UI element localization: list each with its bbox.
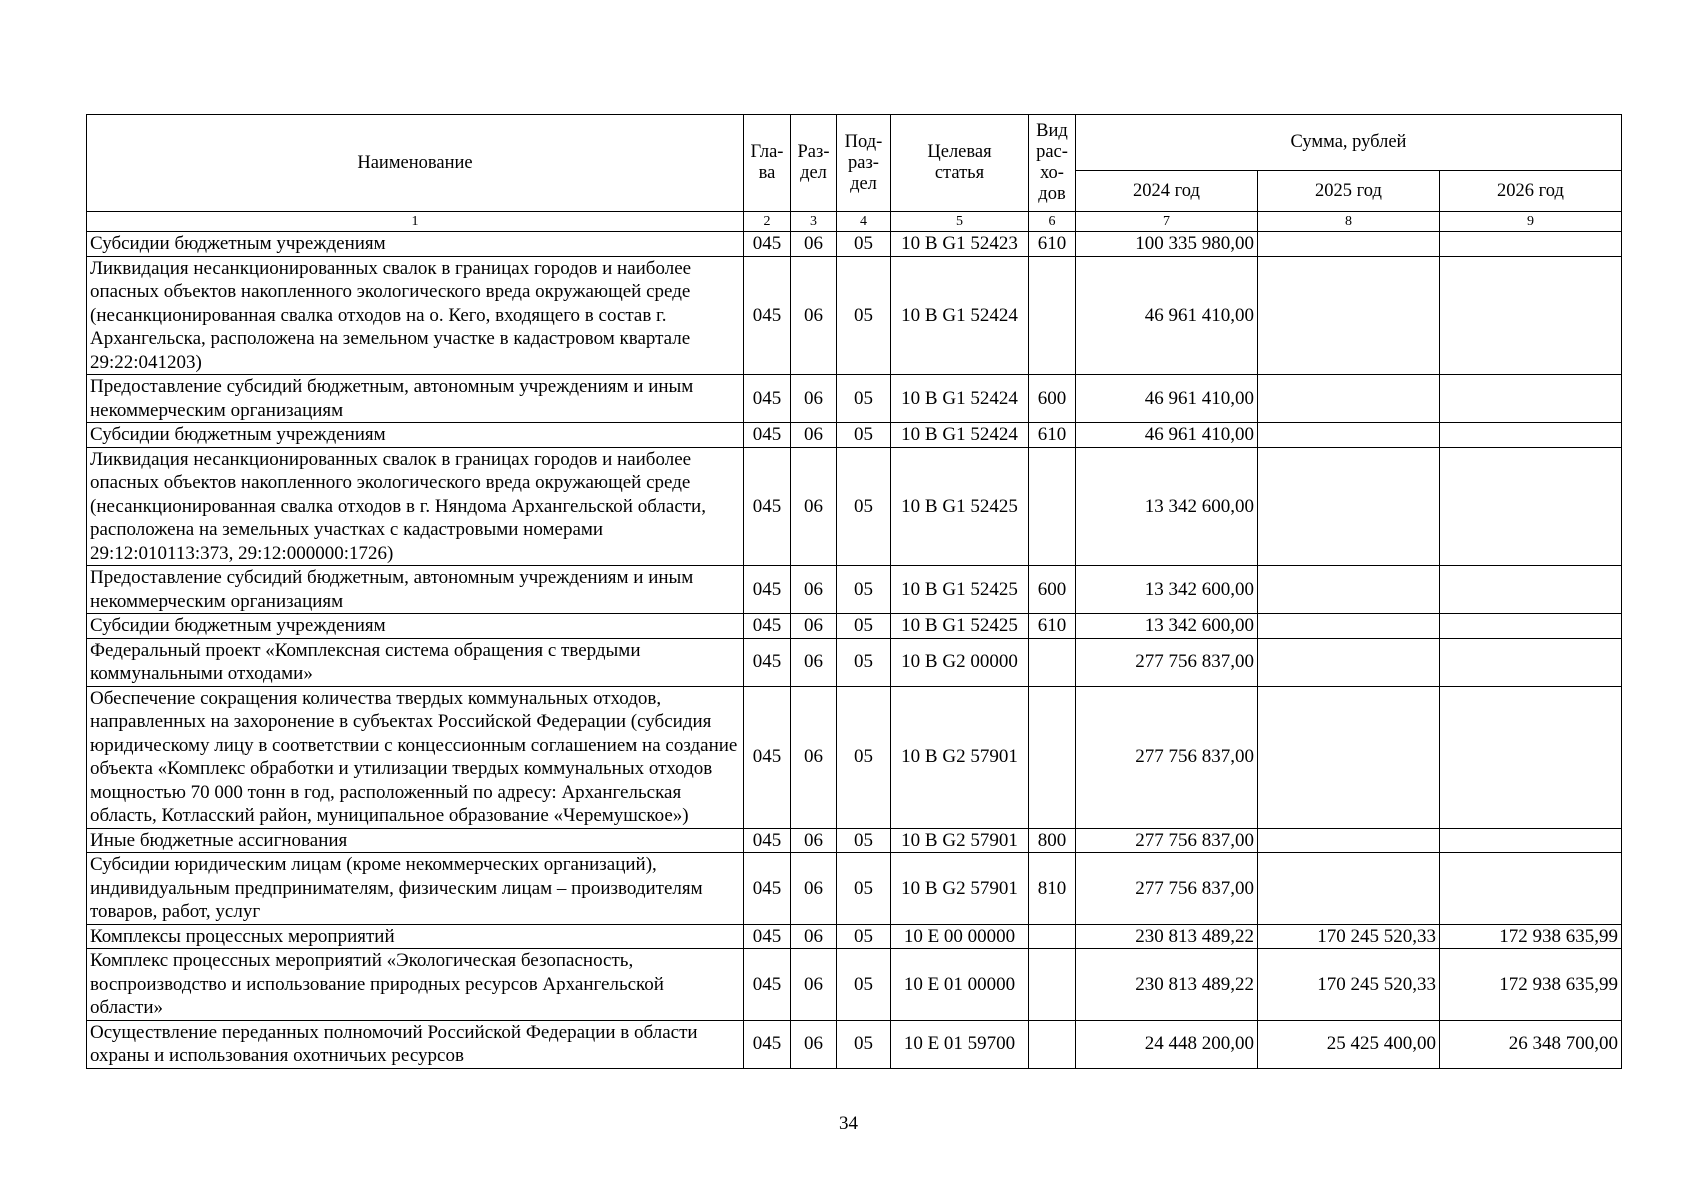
cell-name: Осуществление переданных полномочий Российской Федерации в области охраны и использования охотничьих ресурсов: [87, 1020, 744, 1068]
cell-podrazdel: 05: [837, 423, 891, 448]
cell-name: Ликвидация несанкционированных свалок в границах городов и наиболее опасных объектов накопленного экологического вреда окружающей среде (несанкционированная свалка отходов на о. Кего, входящего в состав г. Архангельска, расположена на земельном участке в кадастровом квартале 29:22:041203): [87, 256, 744, 375]
cell-podrazdel: 05: [837, 828, 891, 853]
cell-podrazdel: 05: [837, 949, 891, 1021]
header-summa: Сумма, рублей: [1076, 115, 1622, 171]
cell-razdel: 06: [791, 232, 837, 257]
cell-razdel: 06: [791, 423, 837, 448]
cell-vid-raskhodov: 610: [1029, 232, 1076, 257]
cell-sum-2024: 277 756 837,00: [1076, 828, 1258, 853]
header-podrazdel: Под- раз- дел: [837, 115, 891, 212]
cell-name: Иные бюджетные ассигнования: [87, 828, 744, 853]
cell-sum-2025: [1258, 686, 1440, 828]
cell-razdel: 06: [791, 256, 837, 375]
cell-celevaya-statya: 10 В G1 52424: [891, 375, 1029, 423]
table-row: [87, 949, 1622, 1021]
cell-razdel: 06: [791, 1020, 837, 1068]
table-row: [87, 447, 1622, 566]
cell-name: Комплексы процессных мероприятий: [87, 924, 744, 949]
cell-vid-raskhodov: 800: [1029, 828, 1076, 853]
cell-podrazdel: 05: [837, 232, 891, 257]
cell-podrazdel: 05: [837, 853, 891, 925]
table-row: [87, 686, 1622, 828]
cell-glava: 045: [744, 1020, 791, 1068]
cell-sum-2024: 100 335 980,00: [1076, 232, 1258, 257]
cell-name: Субсидии юридическим лицам (кроме некоммерческих организаций), индивидуальным предпринимателям, физическим лицам – производителям товаров, работ, услуг: [87, 853, 744, 925]
cell-celevaya-statya: 10 Е 01 00000: [891, 949, 1029, 1021]
cell-name: Федеральный проект «Комплексная система обращения с твердыми коммунальными отходами»: [87, 638, 744, 686]
cell-vid-raskhodov: [1029, 686, 1076, 828]
cell-celevaya-statya: 10 В G2 00000: [891, 638, 1029, 686]
cell-celevaya-statya: 10 Е 01 59700: [891, 1020, 1029, 1068]
cell-sum-2026: [1440, 423, 1622, 448]
cell-sum-2026: [1440, 256, 1622, 375]
cell-name: Предоставление субсидий бюджетным, автономным учреждениям и иным некоммерческим организациям: [87, 375, 744, 423]
column-number-row: [87, 212, 1622, 232]
cell-podrazdel: 05: [837, 447, 891, 566]
cell-celevaya-statya: 10 В G1 52425: [891, 614, 1029, 639]
cell-sum-2026: [1440, 853, 1622, 925]
table-row: [87, 232, 1622, 257]
cell-name: Предоставление субсидий бюджетным, автономным учреждениям и иным некоммерческим организациям: [87, 566, 744, 614]
column-number: 8: [1258, 212, 1440, 232]
cell-sum-2025: [1258, 232, 1440, 257]
cell-sum-2025: [1258, 853, 1440, 925]
cell-razdel: 06: [791, 924, 837, 949]
column-number: 3: [791, 212, 837, 232]
cell-sum-2024: 13 342 600,00: [1076, 614, 1258, 639]
cell-vid-raskhodov: 600: [1029, 375, 1076, 423]
header-year-2025: 2025 год: [1258, 171, 1440, 212]
cell-sum-2025: [1258, 828, 1440, 853]
cell-glava: 045: [744, 566, 791, 614]
column-number: 2: [744, 212, 791, 232]
table-row: [87, 256, 1622, 375]
column-number: 4: [837, 212, 891, 232]
cell-razdel: 06: [791, 828, 837, 853]
cell-razdel: 06: [791, 949, 837, 1021]
cell-sum-2025: [1258, 256, 1440, 375]
cell-sum-2025: 25 425 400,00: [1258, 1020, 1440, 1068]
cell-sum-2026: 172 938 635,99: [1440, 949, 1622, 1021]
table-row: [87, 614, 1622, 639]
cell-sum-2026: 26 348 700,00: [1440, 1020, 1622, 1068]
cell-podrazdel: 05: [837, 1020, 891, 1068]
cell-glava: 045: [744, 828, 791, 853]
cell-razdel: 06: [791, 375, 837, 423]
cell-name: Комплекс процессных мероприятий «Экологическая безопасность, воспроизводство и использование природных ресурсов Архангельской области»: [87, 949, 744, 1021]
cell-glava: 045: [744, 614, 791, 639]
cell-celevaya-statya: 10 В G2 57901: [891, 853, 1029, 925]
cell-celevaya-statya: 10 В G1 52423: [891, 232, 1029, 257]
header-celevaya-statya: Целевая статья: [891, 115, 1029, 212]
cell-sum-2026: [1440, 375, 1622, 423]
cell-vid-raskhodov: [1029, 924, 1076, 949]
cell-celevaya-statya: 10 Е 00 00000: [891, 924, 1029, 949]
cell-glava: 045: [744, 375, 791, 423]
cell-vid-raskhodov: [1029, 949, 1076, 1021]
cell-glava: 045: [744, 924, 791, 949]
cell-glava: 045: [744, 256, 791, 375]
cell-celevaya-statya: 10 В G1 52424: [891, 256, 1029, 375]
cell-glava: 045: [744, 232, 791, 257]
cell-celevaya-statya: 10 В G1 52425: [891, 566, 1029, 614]
cell-glava: 045: [744, 949, 791, 1021]
cell-sum-2024: 46 961 410,00: [1076, 423, 1258, 448]
table-row: [87, 423, 1622, 448]
cell-sum-2026: [1440, 614, 1622, 639]
cell-vid-raskhodov: [1029, 256, 1076, 375]
cell-sum-2025: 170 245 520,33: [1258, 949, 1440, 1021]
cell-sum-2026: [1440, 638, 1622, 686]
cell-glava: 045: [744, 638, 791, 686]
table-row: [87, 924, 1622, 949]
cell-vid-raskhodov: 600: [1029, 566, 1076, 614]
cell-sum-2025: [1258, 375, 1440, 423]
cell-sum-2024: 230 813 489,22: [1076, 924, 1258, 949]
cell-razdel: 06: [791, 853, 837, 925]
table-header: [87, 115, 1622, 232]
cell-celevaya-statya: 10 В G2 57901: [891, 828, 1029, 853]
cell-podrazdel: 05: [837, 686, 891, 828]
header-year-2026: 2026 год: [1440, 171, 1622, 212]
table-row: [87, 375, 1622, 423]
cell-razdel: 06: [791, 638, 837, 686]
table-row: [87, 1020, 1622, 1068]
cell-name: Ликвидация несанкционированных свалок в границах городов и наиболее опасных объектов накопленного экологического вреда окружающей среде (несанкционированная свалка отходов в г. Няндома Архангельской области, расположена на земельных участках с кадастровыми номерами 29:12:010113:373, 29:12:000000:1726): [87, 447, 744, 566]
column-number: 6: [1029, 212, 1076, 232]
cell-sum-2024: 46 961 410,00: [1076, 375, 1258, 423]
cell-vid-raskhodov: [1029, 1020, 1076, 1068]
column-number: 9: [1440, 212, 1622, 232]
cell-sum-2026: [1440, 686, 1622, 828]
table-row: [87, 853, 1622, 925]
cell-podrazdel: 05: [837, 924, 891, 949]
cell-sum-2025: [1258, 423, 1440, 448]
cell-name: Обеспечение сокращения количества твердых коммунальных отходов, направленных на захоронение в субъектах Российской Федерации (субсидия юридическому лицу в соответствии с концессионным соглашением на создание объекта «Комплекс обработки и утилизации твердых коммунальных отходов мощностью 70 000 тонн в год, расположенный по адресу: Архангельская область, Котласский район, муниципальное образование «Черемушское»): [87, 686, 744, 828]
cell-vid-raskhodov: 610: [1029, 614, 1076, 639]
cell-sum-2025: 170 245 520,33: [1258, 924, 1440, 949]
page-number: 34: [839, 1113, 858, 1134]
cell-name: Субсидии бюджетным учреждениям: [87, 614, 744, 639]
cell-sum-2024: 277 756 837,00: [1076, 638, 1258, 686]
cell-sum-2024: 230 813 489,22: [1076, 949, 1258, 1021]
cell-celevaya-statya: 10 В G1 52425: [891, 447, 1029, 566]
cell-sum-2024: 24 448 200,00: [1076, 1020, 1258, 1068]
table-row: [87, 566, 1622, 614]
cell-sum-2025: [1258, 566, 1440, 614]
cell-podrazdel: 05: [837, 375, 891, 423]
table-row: [87, 638, 1622, 686]
cell-razdel: 06: [791, 686, 837, 828]
cell-podrazdel: 05: [837, 614, 891, 639]
cell-name: Субсидии бюджетным учреждениям: [87, 232, 744, 257]
cell-sum-2026: [1440, 566, 1622, 614]
cell-razdel: 06: [791, 614, 837, 639]
cell-sum-2025: [1258, 614, 1440, 639]
budget-table: [86, 114, 1622, 1069]
cell-podrazdel: 05: [837, 638, 891, 686]
cell-vid-raskhodov: 810: [1029, 853, 1076, 925]
cell-sum-2025: [1258, 447, 1440, 566]
cell-vid-raskhodov: [1029, 447, 1076, 566]
cell-sum-2024: 46 961 410,00: [1076, 256, 1258, 375]
header-name: Наименование: [87, 115, 744, 212]
header-year-2024: 2024 год: [1076, 171, 1258, 212]
cell-glava: 045: [744, 423, 791, 448]
cell-sum-2024: 13 342 600,00: [1076, 566, 1258, 614]
cell-razdel: 06: [791, 566, 837, 614]
cell-podrazdel: 05: [837, 566, 891, 614]
header-vid-raskhodov: Вид рас- хо- дов: [1029, 115, 1076, 212]
column-number: 7: [1076, 212, 1258, 232]
header-razdel: Раз- дел: [791, 115, 837, 212]
cell-glava: 045: [744, 853, 791, 925]
cell-glava: 045: [744, 447, 791, 566]
cell-podrazdel: 05: [837, 256, 891, 375]
cell-sum-2024: 277 756 837,00: [1076, 853, 1258, 925]
cell-vid-raskhodov: 610: [1029, 423, 1076, 448]
cell-razdel: 06: [791, 447, 837, 566]
cell-glava: 045: [744, 686, 791, 828]
cell-name: Субсидии бюджетным учреждениям: [87, 423, 744, 448]
cell-sum-2024: 13 342 600,00: [1076, 447, 1258, 566]
cell-sum-2025: [1258, 638, 1440, 686]
cell-celevaya-statya: 10 В G1 52424: [891, 423, 1029, 448]
cell-sum-2024: 277 756 837,00: [1076, 686, 1258, 828]
cell-sum-2026: [1440, 232, 1622, 257]
cell-celevaya-statya: 10 В G2 57901: [891, 686, 1029, 828]
table-body: [87, 232, 1622, 1069]
column-number: 1: [87, 212, 744, 232]
cell-sum-2026: 172 938 635,99: [1440, 924, 1622, 949]
cell-sum-2026: [1440, 828, 1622, 853]
cell-vid-raskhodov: [1029, 638, 1076, 686]
cell-sum-2026: [1440, 447, 1622, 566]
column-number: 5: [891, 212, 1029, 232]
header-glava: Гла- ва: [744, 115, 791, 212]
table-row: [87, 828, 1622, 853]
